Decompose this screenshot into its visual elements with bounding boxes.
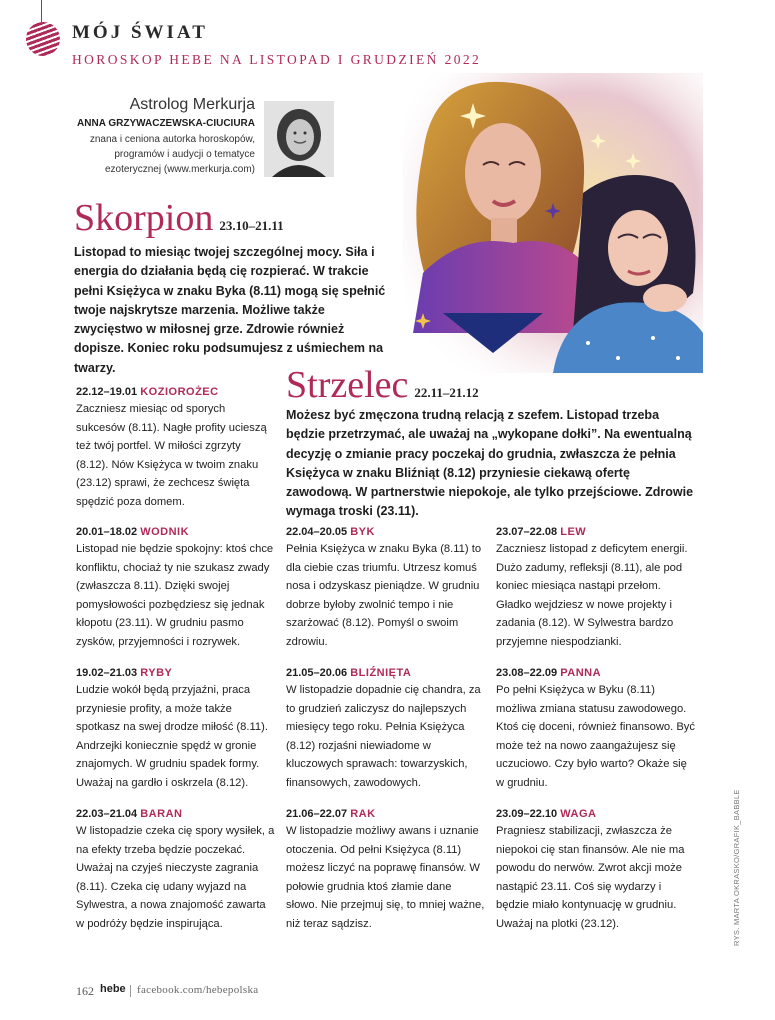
- sign-name: BYK: [350, 526, 375, 538]
- section-subtitle: HOROSKOP HEBE NA LISTOPAD I GRUDZIEŃ 2022: [72, 52, 482, 67]
- sign-name: WODNIK: [140, 526, 190, 538]
- sign-name: WAGA: [560, 808, 597, 820]
- section-title: MÓJ ŚWIAT: [72, 22, 208, 43]
- featured-sign-scorpio-text: Listopad to miesiąc twojej szczególnej mocy. Siła i energia do działania będą cię rozpierać. W trakcie pełni Księżyca w znaku Byka (8.11) mogą się spełnić twoje najskrytsze marzenia. Możliwe także zwycięstwo w miłosnej grze. Zdrowie również dopisze. Koniec roku podsumujesz z uśmiechem na twarzy.: [74, 245, 386, 375]
- sign-heading: [286, 808, 486, 820]
- ornament-ball-icon: [26, 22, 60, 56]
- sign-name: BARAN: [140, 808, 183, 820]
- sign-heading: [76, 526, 276, 538]
- sign-text: W listopadzie możliwy awans i uznanie otoczenia. Od pełni Księżyca (8.11) możesz liczyć na poprawę finansów. W połowie grudnia ktoś złamie dane słowo. Nie przejmuj się, to mniej ważne, niż teraz sądzisz.: [286, 825, 485, 930]
- footer-brand-logo: hebe: [100, 983, 126, 995]
- sign-text: Ludzie wokół będą przyjaźni, praca przyniesie profity, a może także spotkasz na swej drodze miłość (8.11). Andrzejki koniecznie spędź w gronie znajomych. W grudniu spadek formy. Uważaj na gardło i oskrzela (8.12).: [76, 684, 268, 789]
- sign-dates: 20.01–18.02: [76, 526, 138, 538]
- author-name: ANNA GRZYWACZEWSKA-CIUCIURA: [77, 118, 255, 129]
- footer-facebook-link[interactable]: facebook.com/hebepolska: [137, 984, 259, 996]
- sign-text: Listopad nie będzie spokojny: ktoś chce konfliktu, chociaż ty nie szukasz zwady (zwłaszcza 8.11). Dzięki swojej pomysłowości pozbędziesz się jednak kłopotu (23.11). W grudniu pasmo zysków, przyjemności i rozrywek.: [76, 543, 274, 648]
- sign-heading: [496, 808, 696, 820]
- author-role: Astrolog Merkurja: [129, 96, 255, 113]
- sign-name: LEW: [560, 526, 587, 538]
- sign-block-gemini: [286, 667, 486, 793]
- sign-text: W listopadzie czeka cię spory wysiłek, a na efekty trzeba będzie poczekać. Uważaj na czyjeś nieczyste zagrania (8.11). Czeka cię udany wyjazd na Sylwestra, a nowa znajomość zawarta w podróży będzie inspirująca.: [76, 825, 275, 930]
- sign-dates: 22.04–20.05: [286, 526, 348, 538]
- sign-heading: [286, 526, 486, 538]
- sign-heading: [496, 526, 696, 538]
- sign-heading: [496, 667, 696, 679]
- sign-heading: [76, 667, 276, 679]
- featured-sign-sagittarius-text: Możesz być zmęczona trudną relacją z szefem. Listopad trzeba będzie przetrzymać, ale uważaj na „wykopane dołki”. Na ewentualną decyzję o zmianie pracy poczekaj do grudnia, zwłaszcza że pełnia Księżyca w znaku Bliźniąt (8.12) przyniesie ciekawą ofertę zawodową. W partnerstwie niepokoje, ale tylko przejściowe. Zdrowie wymaga troski (23.11).: [286, 408, 694, 519]
- sign-dates: 19.02–21.03: [76, 667, 138, 679]
- author-photo: [264, 101, 334, 177]
- sign-block-pisces: [76, 667, 276, 793]
- sign-block-taurus: [286, 526, 486, 652]
- author-description: znana i ceniona autorka horoskopów, programów i audycji o tematyce ezoterycznej (www.merkurja.com): [89, 134, 255, 175]
- featured-sign-dates: 23.10–21.11: [219, 218, 284, 233]
- sign-block-aquarius: [76, 526, 276, 652]
- featured-sign-name: Strzelec: [286, 364, 409, 406]
- sign-heading: [76, 386, 276, 398]
- sign-dates: 23.08–22.09: [496, 667, 558, 679]
- sign-block-libra: [496, 808, 696, 934]
- sign-dates: 23.07–22.08: [496, 526, 558, 538]
- horoscope-illustration: [403, 73, 703, 373]
- featured-sign-scorpio-heading: [74, 198, 284, 246]
- sign-name: RAK: [350, 808, 376, 820]
- sign-block-virgo: [496, 667, 696, 793]
- logo-wire: [41, 0, 42, 22]
- sign-text: Po pełni Księżyca w Byku (8.11) możliwa zmiana statusu zawodowego. Ktoś cię doceni, również finansowo. Być może też na nowo zaangażujesz się uczuciowo. Czy było warto? Okaże się w grudniu.: [496, 684, 695, 789]
- sign-text: Zaczniesz miesiąc od sporych sukcesów (8.11). Nagłe profity ucieszą też twój portfel. W miłości zgrzyty (8.12). Nów Księżyca w twoim znaku (23.12) sprawi, że zechcesz święta spędzić poza domem.: [76, 403, 267, 508]
- sign-name: KOZIOROŻEC: [140, 386, 219, 398]
- sign-name: BLIŹNIĘTA: [350, 667, 412, 679]
- sign-block-aries: [76, 808, 276, 934]
- footer-separator: [130, 985, 131, 997]
- sign-dates: 21.06–22.07: [286, 808, 348, 820]
- sign-block-capricorn: [76, 386, 276, 512]
- sign-dates: 21.05–20.06: [286, 667, 348, 679]
- featured-sign-name: Skorpion: [74, 197, 214, 239]
- featured-sign-dates: 22.11–21.12: [414, 385, 479, 400]
- sign-text: Pragniesz stabilizacji, zwłaszcza że niepokoi cię stan finansów. Ale nie ma powodu do nerwów. Zwrot akcji może nastąpić 23.11. Coś się wydarzy i będzie miało kontynuację w grudniu. Uważaj na plotki (23.12).: [496, 825, 685, 930]
- illustration-credit: RYS. MARTA OKRASKO/GRAFIK_BABBLE: [732, 789, 741, 946]
- sign-block-cancer: [286, 808, 486, 934]
- sign-dates: 23.09–22.10: [496, 808, 558, 820]
- sign-text: W listopadzie dopadnie cię chandra, za to grudzień zaliczysz do najlepszych miesięcy tego roku. Pełnia Księżyca (8.12) rozjaśni niewiadome w kluczowych sprawach: towarzyskich, finansowych, zawodowych.: [286, 684, 481, 789]
- sign-name: PANNA: [560, 667, 602, 679]
- sign-dates: 22.12–19.01: [76, 386, 138, 398]
- page-number: 162: [76, 984, 94, 998]
- sign-block-leo: [496, 526, 696, 652]
- sign-name: RYBY: [140, 667, 173, 679]
- sign-text: Zaczniesz listopad z deficytem energii. Dużo zadumy, refleksji (8.11), ale pod koniec miesiąca nastąpi przełom. Gładko wejdziesz w nowe projekty i zadania (8.12). W Sylwestra bardzo przyjemne niespodzianki.: [496, 543, 688, 648]
- sign-heading: [76, 808, 276, 820]
- sign-dates: 22.03–21.04: [76, 808, 138, 820]
- sign-heading: [286, 667, 486, 679]
- sign-text: Pełnia Księżyca w znaku Byka (8.11) to dla ciebie czas triumfu. Utrzesz komuś nosa i odzyskasz pieniądze. W grudniu dobrze byłoby zwolnić tempo i nie szarżować (8.12). Pomyśl o swoim zdrowiu.: [286, 543, 482, 648]
